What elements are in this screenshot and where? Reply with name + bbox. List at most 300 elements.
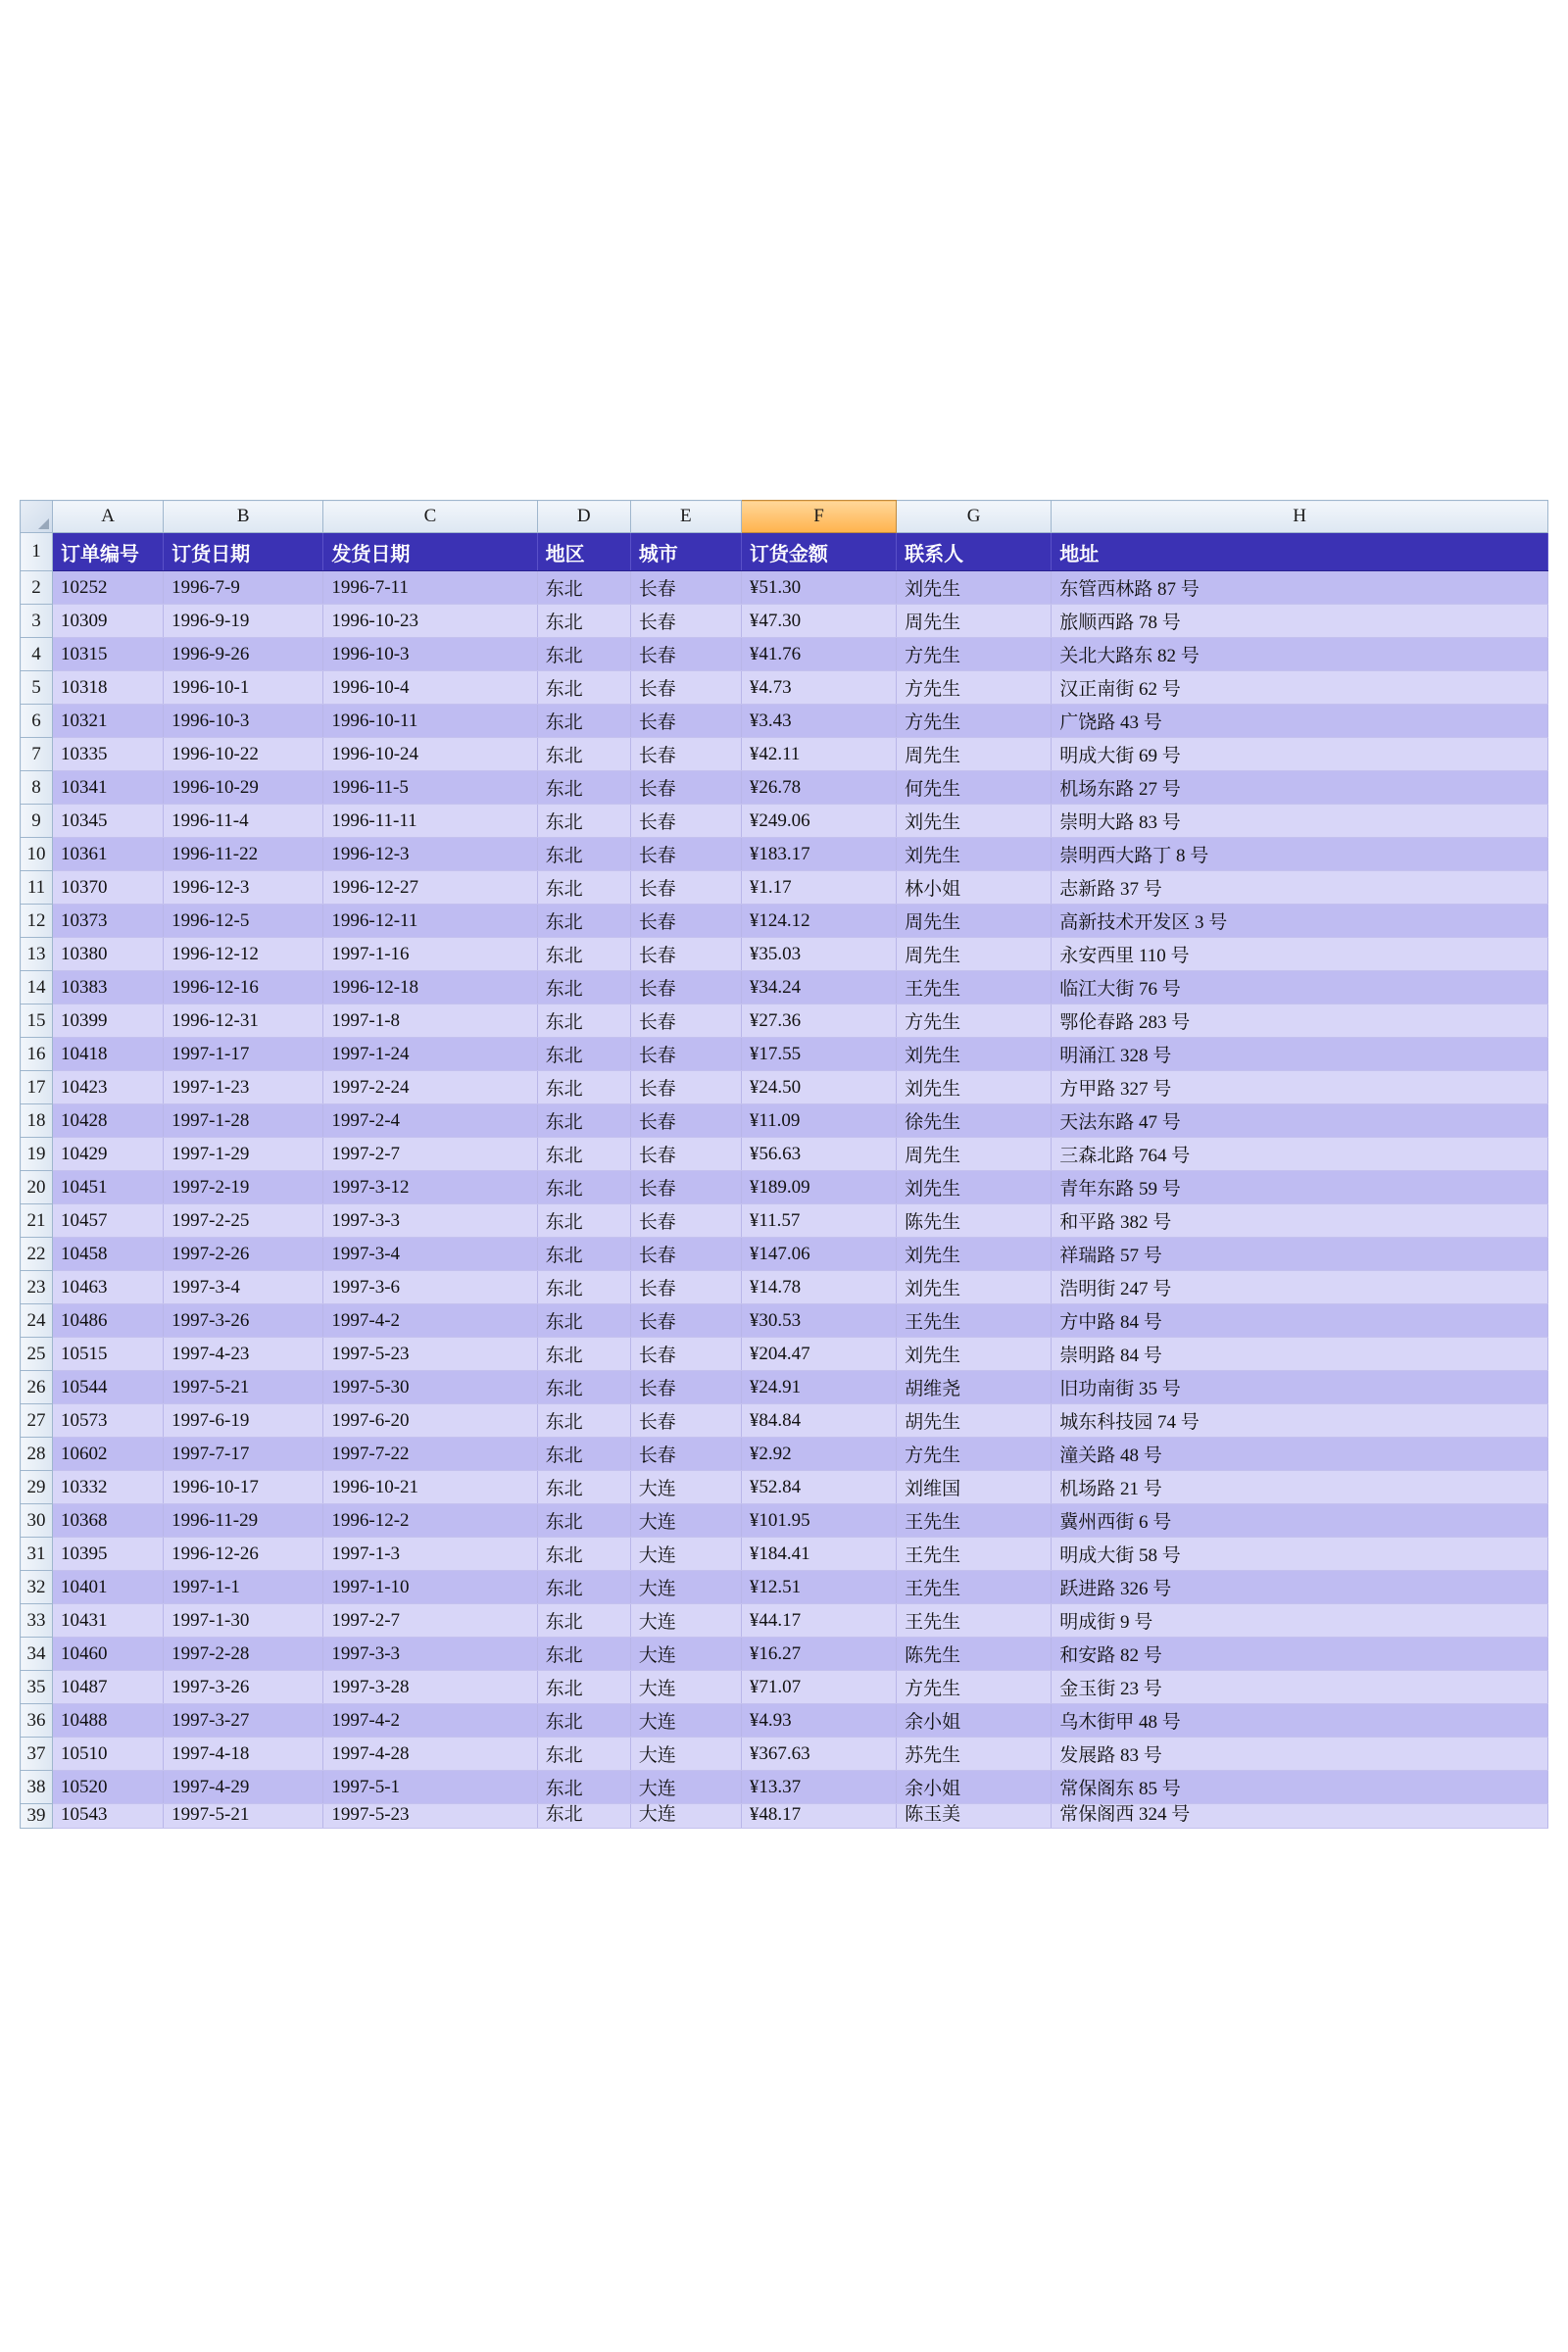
row-number[interactable]: 32 [21, 1571, 53, 1604]
cell-c[interactable]: 1997-2-4 [323, 1104, 537, 1138]
cell-e[interactable]: 长春 [630, 1304, 741, 1338]
cell-a[interactable]: 10460 [53, 1638, 164, 1671]
cell-h[interactable]: 跃进路 326 号 [1052, 1571, 1548, 1604]
cell-d[interactable]: 东北 [537, 1171, 630, 1204]
cell-c[interactable]: 1997-5-30 [323, 1371, 537, 1404]
table-row[interactable] [21, 1004, 1548, 1038]
row-number[interactable]: 37 [21, 1738, 53, 1771]
cell-g[interactable]: 刘先生 [897, 1338, 1052, 1371]
cell-e[interactable]: 长春 [630, 1238, 741, 1271]
spreadsheet-grid[interactable] [20, 500, 1548, 1829]
cell-c[interactable]: 1997-5-1 [323, 1771, 537, 1804]
cell-f[interactable]: ¥147.06 [741, 1238, 896, 1271]
cell-g[interactable]: 刘先生 [897, 1171, 1052, 1204]
table-row[interactable] [21, 1138, 1548, 1171]
row-number[interactable]: 21 [21, 1204, 53, 1238]
table-row[interactable] [21, 1704, 1548, 1738]
cell-a[interactable]: 10487 [53, 1671, 164, 1704]
table-row[interactable] [21, 1504, 1548, 1538]
cell-h[interactable]: 明涌江 328 号 [1052, 1038, 1548, 1071]
cell-g[interactable]: 刘先生 [897, 1238, 1052, 1271]
column-header-e[interactable]: E [630, 501, 741, 533]
cell-e[interactable]: 长春 [630, 1038, 741, 1071]
row-number[interactable]: 30 [21, 1504, 53, 1538]
cell-b[interactable]: 1997-1-29 [164, 1138, 323, 1171]
cell-f[interactable]: ¥42.11 [741, 738, 896, 771]
cell-d[interactable]: 东北 [537, 1304, 630, 1338]
cell-e[interactable]: 大连 [630, 1571, 741, 1604]
cell-b[interactable]: 1997-1-17 [164, 1038, 323, 1071]
cell-a[interactable]: 10429 [53, 1138, 164, 1171]
table-row[interactable] [21, 805, 1548, 838]
cell-c[interactable]: 1997-1-3 [323, 1538, 537, 1571]
cell-c[interactable]: 1996-11-11 [323, 805, 537, 838]
column-header-a[interactable]: A [53, 501, 164, 533]
cell-d[interactable]: 东北 [537, 1438, 630, 1471]
cell-c[interactable]: 1996-12-2 [323, 1504, 537, 1538]
table-row[interactable] [21, 1038, 1548, 1071]
cell-g[interactable]: 方先生 [897, 1438, 1052, 1471]
table-row[interactable] [21, 738, 1548, 771]
table-row[interactable] [21, 671, 1548, 705]
cell-g[interactable]: 周先生 [897, 905, 1052, 938]
cell-b[interactable]: 1997-2-26 [164, 1238, 323, 1271]
cell-a[interactable]: 10370 [53, 871, 164, 905]
cell-f[interactable]: ¥124.12 [741, 905, 896, 938]
cell-d[interactable]: 东北 [537, 705, 630, 738]
cell-c[interactable]: 1997-4-28 [323, 1738, 537, 1771]
cell-a[interactable]: 10451 [53, 1171, 164, 1204]
cell-f[interactable]: ¥367.63 [741, 1738, 896, 1771]
cell-g[interactable]: 周先生 [897, 1138, 1052, 1171]
cell-c[interactable]: 1996-10-23 [323, 605, 537, 638]
cell-d[interactable]: 东北 [537, 1371, 630, 1404]
cell-e[interactable]: 大连 [630, 1804, 741, 1829]
cell-g[interactable]: 王先生 [897, 1504, 1052, 1538]
cell-h[interactable]: 机场东路 27 号 [1052, 771, 1548, 805]
cell-g[interactable]: 刘先生 [897, 571, 1052, 605]
cell-a[interactable]: 10423 [53, 1071, 164, 1104]
row-number[interactable]: 18 [21, 1104, 53, 1138]
cell-a[interactable]: 10399 [53, 1004, 164, 1038]
table-row[interactable] [21, 1671, 1548, 1704]
cell-a[interactable]: 10488 [53, 1704, 164, 1738]
row-number[interactable]: 7 [21, 738, 53, 771]
cell-g[interactable]: 王先生 [897, 1604, 1052, 1638]
cell-a[interactable]: 10315 [53, 638, 164, 671]
table-row[interactable] [21, 571, 1548, 605]
cell-d[interactable]: 东北 [537, 871, 630, 905]
cell-h[interactable]: 临江大街 76 号 [1052, 971, 1548, 1004]
cell-f[interactable]: ¥101.95 [741, 1504, 896, 1538]
cell-f[interactable]: ¥16.27 [741, 1638, 896, 1671]
cell-d[interactable]: 东北 [537, 1571, 630, 1604]
cell-b[interactable]: 1997-1-28 [164, 1104, 323, 1138]
cell-a[interactable]: 10345 [53, 805, 164, 838]
table-row[interactable] [21, 1538, 1548, 1571]
cell-e[interactable]: 长春 [630, 805, 741, 838]
table-row[interactable] [21, 705, 1548, 738]
cell-b[interactable]: 1997-7-17 [164, 1438, 323, 1471]
cell-f[interactable]: ¥3.43 [741, 705, 896, 738]
cell-d[interactable]: 东北 [537, 1238, 630, 1271]
row-number[interactable]: 11 [21, 871, 53, 905]
row-number[interactable]: 31 [21, 1538, 53, 1571]
cell-a[interactable]: 10321 [53, 705, 164, 738]
cell-h[interactable]: 崇明西大路丁 8 号 [1052, 838, 1548, 871]
cell-b[interactable]: 1997-1-30 [164, 1604, 323, 1638]
cell-b[interactable]: 1997-1-23 [164, 1071, 323, 1104]
cell-b[interactable]: 1996-12-16 [164, 971, 323, 1004]
cell-h[interactable]: 鄂伦春路 283 号 [1052, 1004, 1548, 1038]
row-number[interactable]: 9 [21, 805, 53, 838]
row-number[interactable]: 6 [21, 705, 53, 738]
cell-d[interactable]: 东北 [537, 1771, 630, 1804]
row-number[interactable]: 20 [21, 1171, 53, 1204]
table-row[interactable] [21, 1404, 1548, 1438]
cell-f[interactable]: ¥30.53 [741, 1304, 896, 1338]
cell-a[interactable]: 10335 [53, 738, 164, 771]
cell-f[interactable]: ¥24.50 [741, 1071, 896, 1104]
cell-g[interactable]: 方先生 [897, 1671, 1052, 1704]
cell-g[interactable]: 余小姐 [897, 1704, 1052, 1738]
cell-c[interactable]: 1997-6-20 [323, 1404, 537, 1438]
cell-d[interactable]: 东北 [537, 1671, 630, 1704]
cell-a[interactable]: 10318 [53, 671, 164, 705]
row-number[interactable]: 25 [21, 1338, 53, 1371]
cell-b[interactable]: 1997-5-21 [164, 1371, 323, 1404]
cell-g[interactable]: 周先生 [897, 605, 1052, 638]
cell-c[interactable]: 1997-2-24 [323, 1071, 537, 1104]
cell-g[interactable]: 方先生 [897, 705, 1052, 738]
cell-a[interactable]: 10401 [53, 1571, 164, 1604]
cell-g[interactable]: 方先生 [897, 671, 1052, 705]
cell-a[interactable]: 10309 [53, 605, 164, 638]
table-row[interactable] [21, 1471, 1548, 1504]
cell-b[interactable]: 1997-3-27 [164, 1704, 323, 1738]
cell-e[interactable]: 长春 [630, 1271, 741, 1304]
column-header-b[interactable]: B [164, 501, 323, 533]
table-row[interactable] [21, 938, 1548, 971]
row-number[interactable]: 23 [21, 1271, 53, 1304]
cell-d[interactable]: 东北 [537, 1704, 630, 1738]
cell-g[interactable]: 周先生 [897, 938, 1052, 971]
cell-f[interactable]: ¥4.93 [741, 1704, 896, 1738]
cell-b[interactable]: 1996-10-17 [164, 1471, 323, 1504]
cell-a[interactable]: 10380 [53, 938, 164, 971]
cell-d[interactable]: 东北 [537, 638, 630, 671]
cell-h[interactable]: 明成大街 58 号 [1052, 1538, 1548, 1571]
cell-f[interactable]: ¥34.24 [741, 971, 896, 1004]
cell-a[interactable]: 10543 [53, 1804, 164, 1829]
row-number[interactable]: 16 [21, 1038, 53, 1071]
cell-g[interactable]: 刘先生 [897, 805, 1052, 838]
cell-d[interactable]: 东北 [537, 571, 630, 605]
cell-h[interactable]: 旧功南街 35 号 [1052, 1371, 1548, 1404]
cell-a[interactable]: 10515 [53, 1338, 164, 1371]
cell-e[interactable]: 长春 [630, 971, 741, 1004]
row-number[interactable]: 22 [21, 1238, 53, 1271]
column-header-c[interactable]: C [323, 501, 537, 533]
cell-f[interactable]: ¥4.73 [741, 671, 896, 705]
cell-c[interactable]: 1997-2-7 [323, 1604, 537, 1638]
table-row[interactable] [21, 1271, 1548, 1304]
cell-h[interactable]: 青年东路 59 号 [1052, 1171, 1548, 1204]
cell-d[interactable]: 东北 [537, 1104, 630, 1138]
cell-d[interactable]: 东北 [537, 838, 630, 871]
cell-f[interactable]: ¥41.76 [741, 638, 896, 671]
cell-f[interactable]: ¥84.84 [741, 1404, 896, 1438]
cell-a[interactable]: 10373 [53, 905, 164, 938]
cell-c[interactable]: 1997-2-7 [323, 1138, 537, 1171]
cell-e[interactable]: 长春 [630, 1004, 741, 1038]
cell-g[interactable]: 刘先生 [897, 1038, 1052, 1071]
cell-b[interactable]: 1997-4-18 [164, 1738, 323, 1771]
row-number[interactable]: 4 [21, 638, 53, 671]
cell-g[interactable]: 何先生 [897, 771, 1052, 805]
cell-c[interactable]: 1997-4-2 [323, 1704, 537, 1738]
cell-e[interactable]: 大连 [630, 1704, 741, 1738]
cell-a[interactable]: 10573 [53, 1404, 164, 1438]
cell-e[interactable]: 长春 [630, 605, 741, 638]
cell-c[interactable]: 1996-10-21 [323, 1471, 537, 1504]
row-number[interactable]: 35 [21, 1671, 53, 1704]
cell-f[interactable]: ¥1.17 [741, 871, 896, 905]
row-number[interactable]: 10 [21, 838, 53, 871]
cell-f[interactable]: ¥12.51 [741, 1571, 896, 1604]
cell-h[interactable]: 东管西林路 87 号 [1052, 571, 1548, 605]
column-header-f[interactable]: F [741, 501, 896, 533]
table-row[interactable] [21, 1604, 1548, 1638]
cell-c[interactable]: 1997-5-23 [323, 1804, 537, 1829]
table-row[interactable] [21, 1638, 1548, 1671]
cell-f[interactable]: ¥189.09 [741, 1171, 896, 1204]
cell-b[interactable]: 1997-4-23 [164, 1338, 323, 1371]
cell-c[interactable]: 1997-7-22 [323, 1438, 537, 1471]
table-row[interactable] [21, 1438, 1548, 1471]
cell-b[interactable]: 1996-9-19 [164, 605, 323, 638]
cell-c[interactable]: 1996-12-11 [323, 905, 537, 938]
cell-e[interactable]: 长春 [630, 838, 741, 871]
cell-h[interactable]: 和平路 382 号 [1052, 1204, 1548, 1238]
cell-e[interactable]: 大连 [630, 1504, 741, 1538]
row-number[interactable]: 33 [21, 1604, 53, 1638]
cell-f[interactable]: ¥11.57 [741, 1204, 896, 1238]
cell-a[interactable]: 10544 [53, 1371, 164, 1404]
cell-h[interactable]: 方甲路 327 号 [1052, 1071, 1548, 1104]
cell-f[interactable]: ¥249.06 [741, 805, 896, 838]
row-number[interactable]: 34 [21, 1638, 53, 1671]
cell-d[interactable]: 东北 [537, 1404, 630, 1438]
cell-g[interactable]: 刘先生 [897, 1271, 1052, 1304]
table-row[interactable] [21, 1804, 1548, 1829]
column-title-e[interactable]: 城市 [630, 533, 741, 571]
cell-g[interactable]: 王先生 [897, 1304, 1052, 1338]
cell-d[interactable]: 东北 [537, 1804, 630, 1829]
cell-d[interactable]: 东北 [537, 905, 630, 938]
cell-d[interactable]: 东北 [537, 605, 630, 638]
cell-e[interactable]: 长春 [630, 1204, 741, 1238]
cell-a[interactable]: 10341 [53, 771, 164, 805]
row-number[interactable]: 19 [21, 1138, 53, 1171]
cell-c[interactable]: 1996-11-5 [323, 771, 537, 805]
cell-f[interactable]: ¥47.30 [741, 605, 896, 638]
row-number[interactable]: 36 [21, 1704, 53, 1738]
cell-g[interactable]: 胡维尧 [897, 1371, 1052, 1404]
cell-e[interactable]: 长春 [630, 905, 741, 938]
cell-f[interactable]: ¥204.47 [741, 1338, 896, 1371]
cell-f[interactable]: ¥51.30 [741, 571, 896, 605]
cell-d[interactable]: 东北 [537, 971, 630, 1004]
cell-g[interactable]: 徐先生 [897, 1104, 1052, 1138]
table-row[interactable] [21, 1204, 1548, 1238]
cell-c[interactable]: 1997-5-23 [323, 1338, 537, 1371]
cell-g[interactable]: 陈先生 [897, 1204, 1052, 1238]
cell-d[interactable]: 东北 [537, 1738, 630, 1771]
cell-h[interactable]: 三森北路 764 号 [1052, 1138, 1548, 1171]
cell-g[interactable]: 余小姐 [897, 1771, 1052, 1804]
cell-c[interactable]: 1996-12-3 [323, 838, 537, 871]
cell-c[interactable]: 1997-1-8 [323, 1004, 537, 1038]
cell-h[interactable]: 高新技术开发区 3 号 [1052, 905, 1548, 938]
cell-d[interactable]: 东北 [537, 1604, 630, 1638]
column-header-d[interactable]: D [537, 501, 630, 533]
cell-g[interactable]: 陈先生 [897, 1638, 1052, 1671]
cell-f[interactable]: ¥48.17 [741, 1804, 896, 1829]
column-title-f[interactable]: 订货金额 [741, 533, 896, 571]
table-row[interactable] [21, 1738, 1548, 1771]
cell-b[interactable]: 1997-4-29 [164, 1771, 323, 1804]
cell-e[interactable]: 大连 [630, 1604, 741, 1638]
cell-g[interactable]: 周先生 [897, 738, 1052, 771]
cell-d[interactable]: 东北 [537, 1638, 630, 1671]
cell-e[interactable]: 长春 [630, 1104, 741, 1138]
cell-c[interactable]: 1996-7-11 [323, 571, 537, 605]
cell-g[interactable]: 刘先生 [897, 838, 1052, 871]
cell-b[interactable]: 1996-12-5 [164, 905, 323, 938]
cell-e[interactable]: 长春 [630, 571, 741, 605]
cell-h[interactable]: 天法东路 47 号 [1052, 1104, 1548, 1138]
cell-b[interactable]: 1996-12-26 [164, 1538, 323, 1571]
cell-g[interactable]: 刘先生 [897, 1071, 1052, 1104]
cell-g[interactable]: 胡先生 [897, 1404, 1052, 1438]
cell-b[interactable]: 1997-1-1 [164, 1571, 323, 1604]
cell-d[interactable]: 东北 [537, 738, 630, 771]
cell-f[interactable]: ¥183.17 [741, 838, 896, 871]
column-title-c[interactable]: 发货日期 [323, 533, 537, 571]
cell-f[interactable]: ¥52.84 [741, 1471, 896, 1504]
cell-h[interactable]: 崇明路 84 号 [1052, 1338, 1548, 1371]
cell-e[interactable]: 大连 [630, 1471, 741, 1504]
cell-g[interactable]: 方先生 [897, 638, 1052, 671]
cell-h[interactable]: 常保阁西 324 号 [1052, 1804, 1548, 1829]
cell-e[interactable]: 长春 [630, 1071, 741, 1104]
cell-h[interactable]: 城东科技园 74 号 [1052, 1404, 1548, 1438]
cell-a[interactable]: 10510 [53, 1738, 164, 1771]
cell-d[interactable]: 东北 [537, 1071, 630, 1104]
cell-e[interactable]: 长春 [630, 738, 741, 771]
cell-h[interactable]: 冀州西街 6 号 [1052, 1504, 1548, 1538]
cell-e[interactable]: 长春 [630, 1371, 741, 1404]
cell-e[interactable]: 大连 [630, 1671, 741, 1704]
row-number[interactable]: 17 [21, 1071, 53, 1104]
cell-b[interactable]: 1996-10-3 [164, 705, 323, 738]
cell-e[interactable]: 长春 [630, 938, 741, 971]
cell-e[interactable]: 长春 [630, 1338, 741, 1371]
table-row[interactable] [21, 1371, 1548, 1404]
cell-g[interactable]: 陈玉美 [897, 1804, 1052, 1829]
table-row[interactable] [21, 1171, 1548, 1204]
cell-a[interactable]: 10463 [53, 1271, 164, 1304]
cell-d[interactable]: 东北 [537, 1338, 630, 1371]
table-row[interactable] [21, 1304, 1548, 1338]
cell-d[interactable]: 东北 [537, 671, 630, 705]
row-number[interactable]: 39 [21, 1804, 53, 1829]
cell-h[interactable]: 明成大街 69 号 [1052, 738, 1548, 771]
cell-d[interactable]: 东北 [537, 1538, 630, 1571]
table-row[interactable] [21, 838, 1548, 871]
row-number[interactable]: 8 [21, 771, 53, 805]
cell-e[interactable]: 长春 [630, 638, 741, 671]
row-number[interactable]: 26 [21, 1371, 53, 1404]
cell-b[interactable]: 1996-12-3 [164, 871, 323, 905]
cell-b[interactable]: 1996-11-29 [164, 1504, 323, 1538]
table-row[interactable] [21, 905, 1548, 938]
cell-d[interactable]: 东北 [537, 1504, 630, 1538]
cell-e[interactable]: 长春 [630, 871, 741, 905]
row-number[interactable]: 15 [21, 1004, 53, 1038]
cell-b[interactable]: 1997-2-28 [164, 1638, 323, 1671]
cell-b[interactable]: 1996-12-12 [164, 938, 323, 971]
cell-c[interactable]: 1996-12-18 [323, 971, 537, 1004]
cell-e[interactable]: 长春 [630, 1438, 741, 1471]
cell-e[interactable]: 大连 [630, 1738, 741, 1771]
cell-c[interactable]: 1996-10-11 [323, 705, 537, 738]
cell-b[interactable]: 1996-11-22 [164, 838, 323, 871]
cell-h[interactable]: 崇明大路 83 号 [1052, 805, 1548, 838]
row-number[interactable]: 13 [21, 938, 53, 971]
cell-a[interactable]: 10252 [53, 571, 164, 605]
table-row[interactable] [21, 1771, 1548, 1804]
row-number[interactable]: 5 [21, 671, 53, 705]
cell-h[interactable]: 金玉街 23 号 [1052, 1671, 1548, 1704]
row-number[interactable]: 14 [21, 971, 53, 1004]
cell-h[interactable]: 关北大路东 82 号 [1052, 638, 1548, 671]
cell-c[interactable]: 1997-3-12 [323, 1171, 537, 1204]
cell-h[interactable]: 旅顺西路 78 号 [1052, 605, 1548, 638]
cell-c[interactable]: 1997-1-10 [323, 1571, 537, 1604]
row-number[interactable]: 27 [21, 1404, 53, 1438]
cell-f[interactable]: ¥184.41 [741, 1538, 896, 1571]
row-number[interactable]: 12 [21, 905, 53, 938]
cell-f[interactable]: ¥71.07 [741, 1671, 896, 1704]
cell-a[interactable]: 10457 [53, 1204, 164, 1238]
cell-g[interactable]: 王先生 [897, 1538, 1052, 1571]
cell-h[interactable]: 祥瑞路 57 号 [1052, 1238, 1548, 1271]
cell-g[interactable]: 方先生 [897, 1004, 1052, 1038]
cell-b[interactable]: 1997-2-25 [164, 1204, 323, 1238]
cell-g[interactable]: 王先生 [897, 971, 1052, 1004]
row-number[interactable]: 1 [21, 533, 53, 571]
cell-c[interactable]: 1996-12-27 [323, 871, 537, 905]
cell-b[interactable]: 1996-11-4 [164, 805, 323, 838]
cell-d[interactable]: 东北 [537, 1138, 630, 1171]
cell-d[interactable]: 东北 [537, 771, 630, 805]
cell-h[interactable]: 浩明街 247 号 [1052, 1271, 1548, 1304]
cell-f[interactable]: ¥35.03 [741, 938, 896, 971]
table-row[interactable] [21, 1238, 1548, 1271]
cell-h[interactable]: 潼关路 48 号 [1052, 1438, 1548, 1471]
